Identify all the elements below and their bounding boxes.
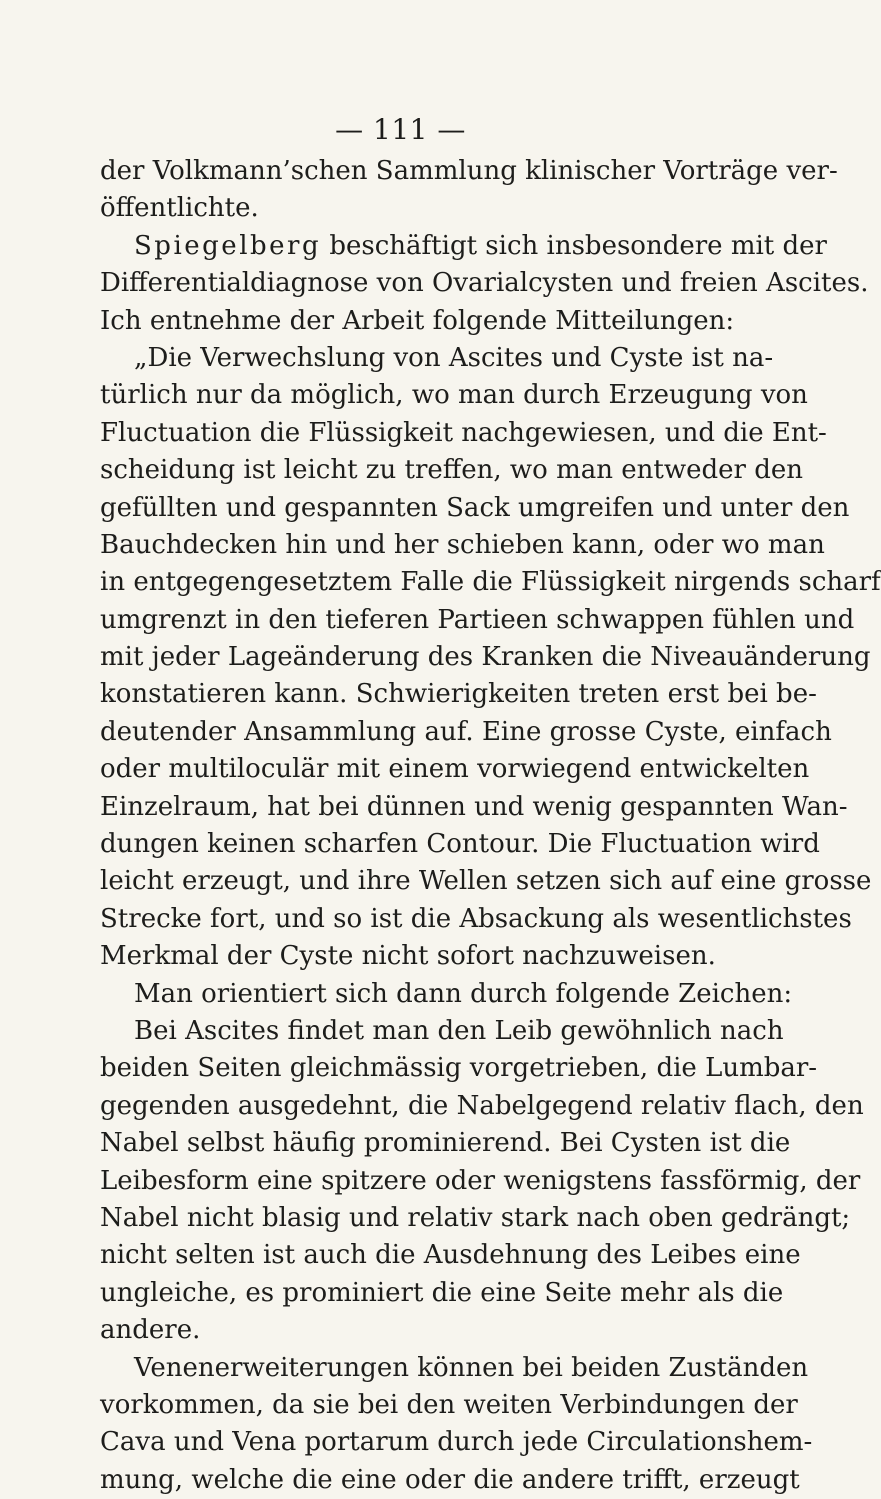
text-line: türlich nur da möglich, wo man durch Erzeugung von <box>100 380 808 411</box>
text-line: Einzelraum, hat bei dünnen und wenig gespannten Wan- <box>100 791 848 822</box>
page-number-header: — 111 — <box>335 113 466 146</box>
text-line: gefüllten und gespannten Sack umgreifen und unter den <box>100 492 850 523</box>
text-line: Bauchdecken hin und her schieben kann, oder wo man <box>100 529 825 560</box>
text-line: konstatieren kann. Schwierigkeiten treten erst bei be- <box>100 679 817 710</box>
text-line: vorkommen, da sie bei den weiten Verbindungen der <box>100 1389 798 1420</box>
body-text <box>100 153 881 1499</box>
author-name: Spiegelberg <box>134 230 322 261</box>
text-line: Leibesform eine spitzere oder wenigstens fassförmig, der <box>100 1165 861 1196</box>
text-line: andere. <box>100 1315 201 1346</box>
text-line: beiden Seiten gleichmässig vorgetrieben, die Lumbar- <box>100 1053 818 1084</box>
text-line: umgrenzt in den tieferen Partieen schwappen fühlen und <box>100 604 855 635</box>
text-line: öffentlichte. <box>100 193 259 224</box>
text-line: in entgegengesetztem Falle die Flüssigkeit nirgends scharf <box>100 567 881 598</box>
text-line: Nabel nicht blasig und relativ stark nach oben gedrängt; <box>100 1202 851 1233</box>
text-line: oder multiloculär mit einem vorwiegend entwickelten <box>100 754 810 785</box>
text-line: Venenerweiterungen können bei beiden Zuständen <box>134 1352 809 1383</box>
text-line: Bei Ascites findet man den Leib gewöhnlich nach <box>134 1015 784 1046</box>
text-line: Spiegelberg beschäftigt sich insbesondere mit der <box>134 230 827 261</box>
text-line: Strecke fort, und so ist die Absackung als wesentlichstes <box>100 903 852 934</box>
text-line: „Die Verwechslung von Ascites und Cyste ist na- <box>134 342 774 373</box>
text-line: gegenden ausgedehnt, die Nabelgegend relativ flach, den <box>100 1090 864 1121</box>
text-line: nicht selten ist auch die Ausdehnung des Leibes eine <box>100 1240 801 1271</box>
text-line: der Volkmann’schen Sammlung klinischer Vorträge ver- <box>100 156 838 186</box>
text-line: leicht erzeugt, und ihre Wellen setzen sich auf eine grosse <box>100 866 872 897</box>
text-line: ungleiche, es prominiert die eine Seite mehr als die <box>100 1277 784 1308</box>
text-line: scheidung ist leicht zu treffen, wo man entweder den <box>100 455 803 486</box>
text-line: Differentialdiagnose von Ovarialcysten und freien Ascites. <box>100 268 869 299</box>
text-line: deutender Ansammlung auf. Eine grosse Cyste, einfach <box>100 716 832 747</box>
text-line: Merkmal der Cyste nicht sofort nachzuweisen. <box>100 941 716 972</box>
text-line: Ich entnehme der Arbeit folgende Mitteilungen: <box>100 305 735 336</box>
text-line: Nabel selbst häufig prominierend. Bei Cysten ist die <box>100 1128 791 1159</box>
text-line: Cava und Vena portarum durch jede Circulationshem- <box>100 1427 813 1458</box>
text-line: mit jeder Lageänderung des Kranken die Niveauänderung <box>100 642 871 673</box>
text-line: mung, welche die eine oder die andere trifft, erzeugt <box>100 1464 800 1495</box>
text-line: dungen keinen scharfen Contour. Die Fluctuation wird <box>100 829 820 860</box>
text-line: Fluctuation die Flüssigkeit nachgewiesen, und die Ent- <box>100 417 827 448</box>
text-line: Man orientiert sich dann durch folgende Zeichen: <box>134 978 793 1009</box>
